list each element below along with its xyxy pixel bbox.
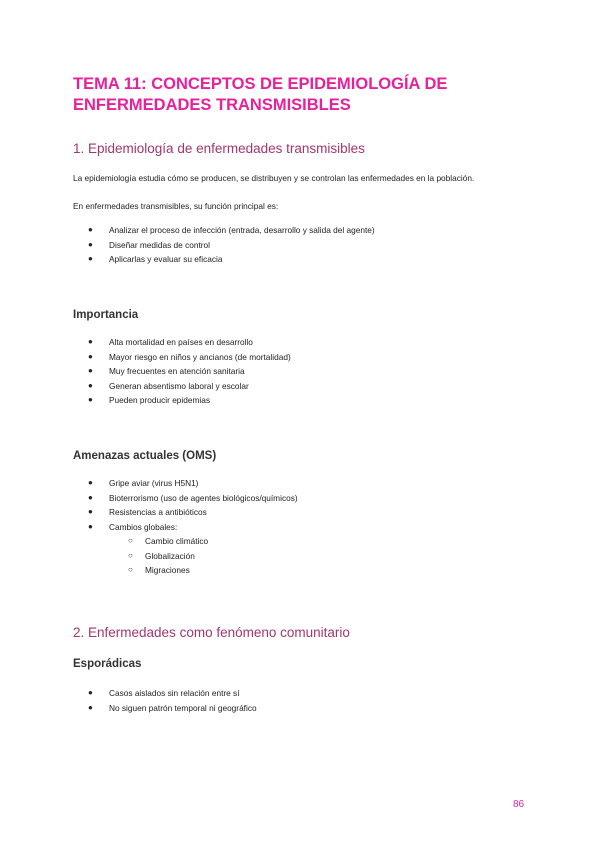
bullet-icon: ● xyxy=(88,478,93,487)
threats-heading: Amenazas actuales (OMS) xyxy=(73,450,217,462)
bullet-icon: ● xyxy=(88,688,93,697)
bullet-icon: ● xyxy=(88,239,93,249)
document-page: TEMA 11: CONCEPTOS DE EPIDEMIOLOGÍA DE ENFERMEDADES TRANSMISIBLES 1. Epidemiología de enfermedades transmisibles La epidemiología estudia cómo se producen, se distribuyen y se controlan las enfermedades en la población. En enfermedades transmisibles, su función principal es: ● Analizar el proceso de infección (entrada, desarrollo y salida del agente) ● Diseñar medidas de control ● Aplicarlas y evaluar su eficacia Importancia ● Alta mortalidad en países en desarrollo ● Mayor riesgo en niños y ancianos (de mortalidad) ● Muy frecuentes en atención sanitaria ● Generan absentismo laboral y escolar ● Pueden producir epidemias Amenazas actuales (OMS) ● Gripe aviar (virus H5N1) ● Bioterrorismo (uso de agentes biológicos/químicos) ● Resistencias a antibióticos ● Cambios globales: ○ Cambio climático ○ Globalización ○ Migraciones 2. Enfermedades como fenómeno comunitario Esporádicas ● Casos aislados sin relación entre sí ● No siguen patrón temporal ni geográfico 86 xyxy=(0,0,600,848)
bullet-icon: ● xyxy=(88,380,93,390)
functions-intro: En enfermedades transmisibles, su función principal es: xyxy=(73,201,279,211)
section-2-heading: 2. Enfermedades como fenómeno comunitario xyxy=(73,625,350,640)
circle-bullet-icon: ○ xyxy=(128,536,133,545)
document-title: TEMA 11: CONCEPTOS DE EPIDEMIOLOGÍA DE ENFERMEDADES TRANSMISIBLES xyxy=(73,75,448,114)
bullet-icon: ● xyxy=(88,702,93,712)
circle-bullet-icon: ○ xyxy=(128,550,133,560)
bullet-icon: ● xyxy=(88,507,93,516)
intro-paragraph: La epidemiología estudia cómo se producen, se distribuyen y se controlan las enfermedades en la población. xyxy=(73,173,475,183)
bullet-icon: ● xyxy=(88,225,93,234)
importance-heading: Importancia xyxy=(73,309,139,321)
bullet-icon: ● xyxy=(88,337,93,346)
bullet-icon: ● xyxy=(88,492,93,502)
bullet-icon: ● xyxy=(88,254,93,263)
page-number: 86 xyxy=(513,799,525,810)
section-1-heading: 1. Epidemiología de enfermedades transmisibles xyxy=(73,141,365,156)
bullet-icon: ● xyxy=(88,366,93,375)
bullet-icon: ● xyxy=(88,351,93,361)
bullet-icon: ● xyxy=(88,395,93,404)
sporadic-heading: Esporádicas xyxy=(73,658,142,670)
bullet-icon: ● xyxy=(88,521,93,531)
circle-bullet-icon: ○ xyxy=(128,565,133,574)
